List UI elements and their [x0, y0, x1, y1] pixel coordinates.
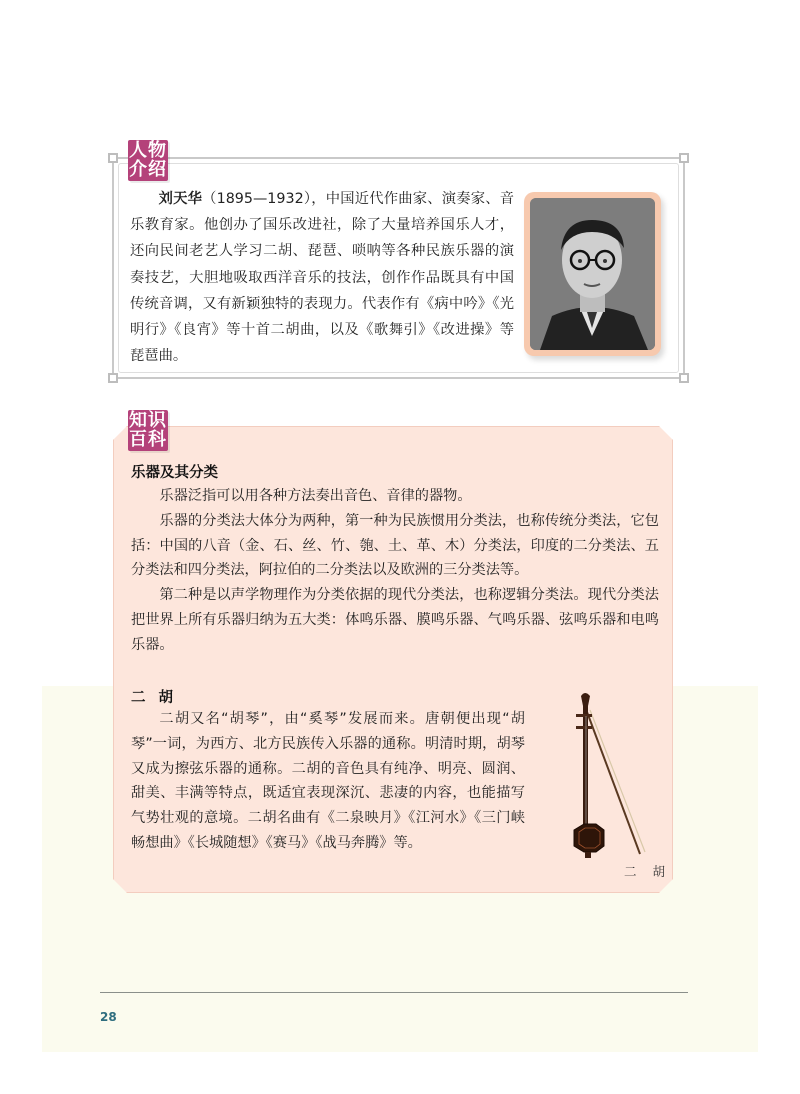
- paragraph: 乐器泛指可以用各种方法奏出音色、音律的器物。: [159, 488, 472, 504]
- tag-line: 知识: [129, 410, 167, 431]
- person-description: ，中国近代作曲家、演奏家、音乐教育家。他创办了国乐改进社，除了大量培养国乐人才，还向民间老艺人学习二胡、琵琶、唢呐等各种民族乐器的演奏技艺，大胆地吸取西洋音乐的技法，创作作品既具有中国传统音调，又有新颖独特的表现力。代表作有《病中吟》《光明行》《良宵》等十首二胡曲，以及《歌舞引》《改进操》等琵琶曲。: [130, 191, 515, 365]
- portrait-photo: [530, 198, 655, 350]
- page-number: 28: [100, 1010, 117, 1024]
- portrait-illustration: [530, 198, 655, 350]
- portrait-frame: [524, 192, 661, 356]
- panel-corner: [679, 373, 689, 383]
- person-intro-text: [130, 186, 514, 369]
- erhu-caption: 二 胡: [624, 864, 671, 879]
- erhu-illustration: [570, 690, 660, 860]
- person-name: 刘天华: [158, 191, 203, 207]
- erhu-image: [570, 690, 660, 860]
- panel-corner: [679, 153, 689, 163]
- paragraph: 乐器的分类法大体分为两种，第一种为民族惯用分类法，也称传统分类法，它包括：中国的八音（金、石、丝、竹、匏、土、革、木）分类法，印度的二分类法、五分类法和四分类法，阿拉伯的二分类法以及欧洲的三分类法等。: [131, 512, 659, 579]
- footer-divider: [100, 992, 688, 993]
- person-intro-tag: [128, 140, 168, 181]
- section-body-instrument-classification: [131, 484, 659, 658]
- tag-line: 介绍: [129, 159, 167, 180]
- knowledge-tag: [128, 410, 168, 451]
- section-title-instrument-classification: 乐器及其分类: [131, 465, 218, 481]
- panel-corner: [108, 153, 118, 163]
- panel-corner: [108, 373, 118, 383]
- tag-line: 人物: [129, 140, 167, 161]
- section-title-erhu: 二 胡: [131, 690, 174, 706]
- section-body-erhu: 二胡又名“胡琴”，由“奚琴”发展而来。唐朝便出现“胡琴”一词，为西方、北方民族传入乐器的通称。明清时期，胡琴又成为擦弦乐器的通称。二胡的音色具有纯净、明亮、圆润、甜美、丰满等特点，既适宜表现深沉、悲凄的内容，也能描写气势壮观的意境。二胡名曲有《二泉映月》《江河水》《三门峡畅想曲》《长城随想》《赛马》《战马奔腾》等。: [131, 711, 525, 851]
- tag-line: 百科: [129, 429, 167, 450]
- person-years: （1895—1932）: [202, 191, 312, 207]
- paragraph: 第二种是以声学物理作为分类依据的现代分类法，也称逻辑分类法。现代分类法把世界上所有乐器归纳为五大类：体鸣乐器、膜鸣乐器、气鸣乐器、弦鸣乐器和电鸣乐器。: [131, 587, 659, 653]
